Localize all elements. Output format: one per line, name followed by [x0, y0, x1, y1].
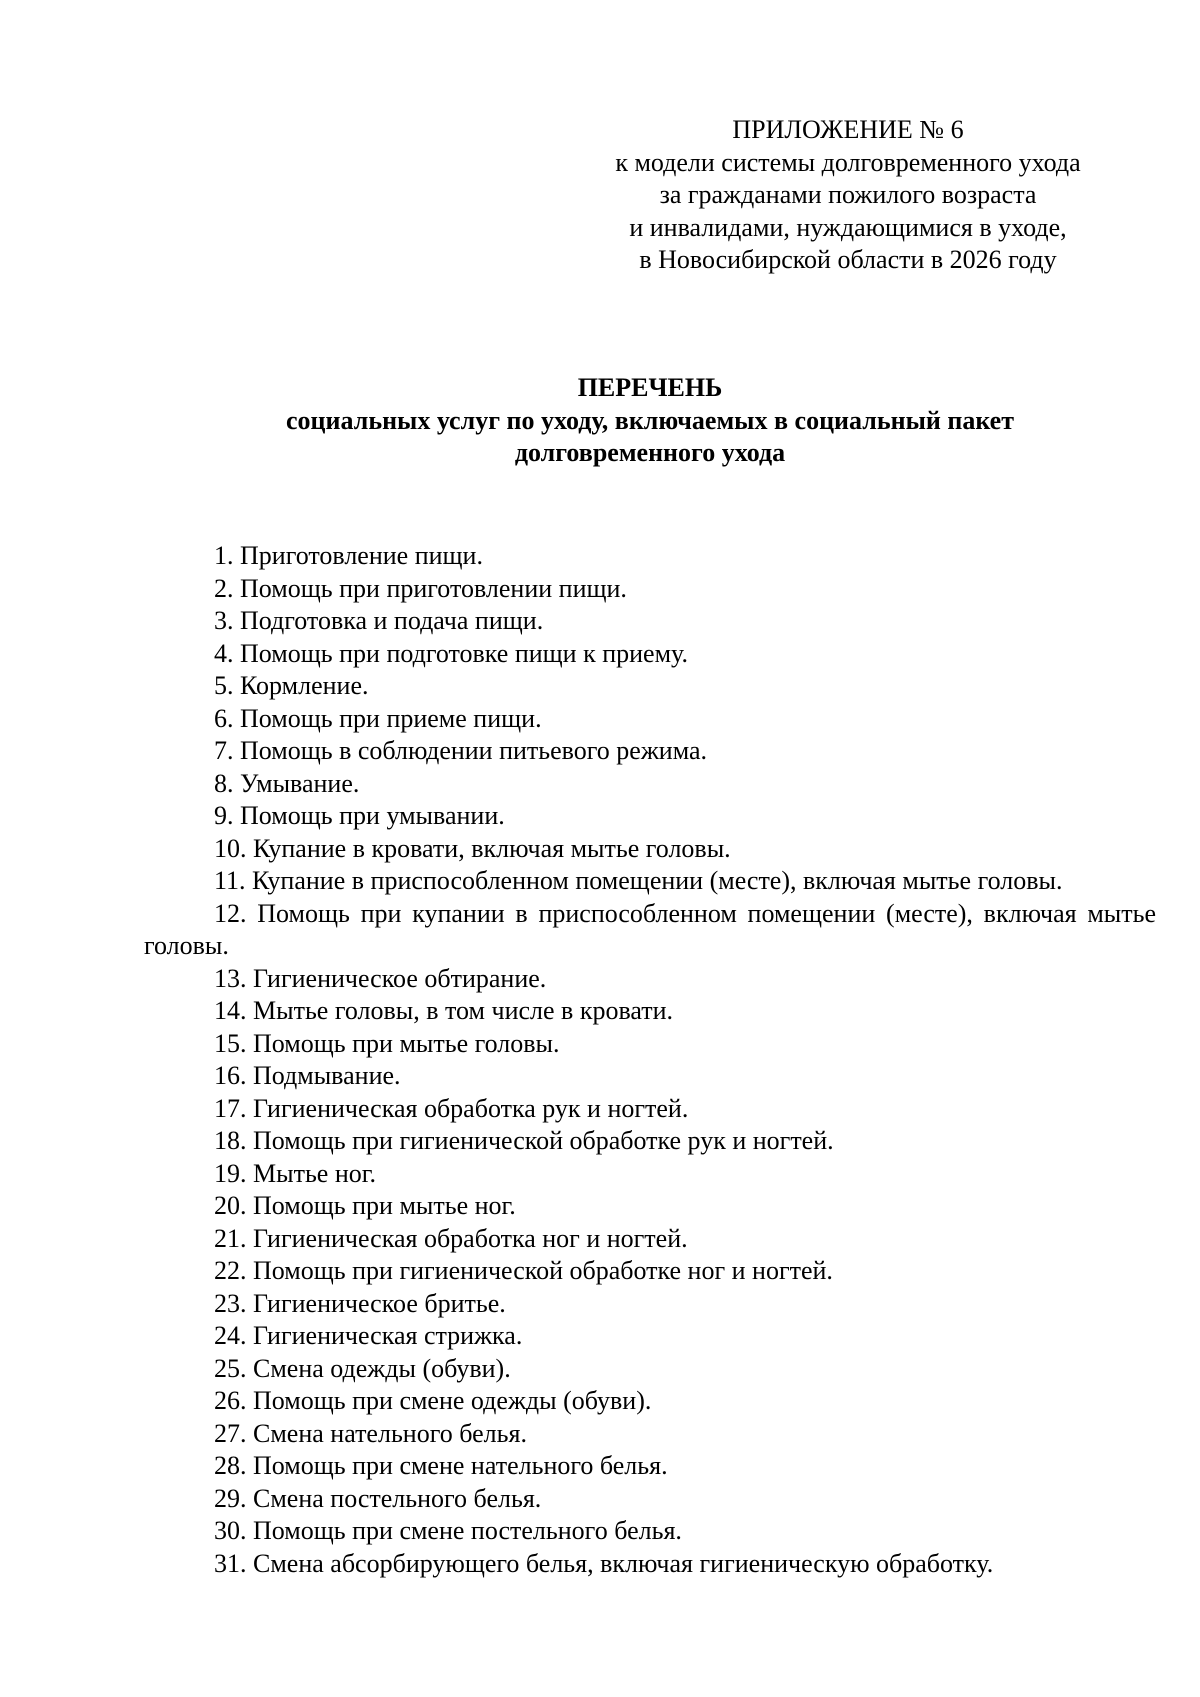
list-item: [144, 638, 1156, 671]
list-item-number: 24.: [214, 1321, 247, 1350]
list-item-number: 10.: [214, 833, 247, 863]
list-item-text: Купание в кровати, включая мытье головы.: [253, 833, 731, 863]
list-item-text: Подмывание.: [253, 1061, 401, 1090]
list-item-number: 14.: [214, 996, 247, 1025]
list-item-number: 6.: [214, 703, 234, 733]
list-item-number: 28.: [214, 1451, 247, 1480]
list-item-text: Гигиеническая обработка ног и ногтей.: [253, 1223, 688, 1253]
list-item: [144, 1418, 1156, 1451]
list-item: [144, 540, 1156, 573]
list-item-text: Помощь при мытье ног.: [253, 1191, 516, 1220]
list-item-text: Помощь при купании в приспособленном помещении (месте), включая мытье головы.: [144, 898, 1157, 960]
list-item-text: Умывание.: [240, 768, 360, 798]
list-item-text: Помощь при гигиенической обработке ног и ногтей.: [253, 1256, 833, 1285]
list-item-text: Приготовление пищи.: [240, 541, 483, 570]
list-item-number: 2.: [214, 573, 234, 603]
list-item-text: Кормление.: [240, 671, 369, 700]
list-item: [144, 1320, 1156, 1353]
list-item-number: 1.: [214, 541, 234, 570]
list-item-text: Помощь при приготовлении пищи.: [240, 573, 627, 603]
list-item-number: 29.: [214, 1483, 247, 1513]
list-item: [144, 1353, 1156, 1386]
list-item: [144, 1450, 1156, 1483]
appendix-line: и инвалидами, нуждающимися в уходе,: [629, 212, 1067, 242]
list-item: [144, 1190, 1156, 1223]
list-item: [144, 605, 1156, 638]
list-item-number: 4.: [214, 638, 234, 668]
list-item-text: Помощь при гигиенической обработке рук и ногтей.: [253, 1126, 834, 1155]
list-item: [144, 1288, 1156, 1321]
list-item-number: 15.: [214, 1028, 247, 1058]
list-item-text: Смена постельного белья.: [253, 1483, 542, 1513]
list-item: [144, 833, 1156, 866]
list-item-number: 16.: [214, 1061, 247, 1090]
list-item: [144, 1385, 1156, 1418]
list-item-number: 19.: [214, 1158, 247, 1188]
list-item: [144, 1158, 1156, 1191]
list-item-text: Подготовка и подача пищи.: [240, 606, 544, 635]
services-list: [144, 540, 1156, 1580]
list-item-text: Помощь при приеме пищи.: [240, 703, 542, 733]
list-item: [144, 703, 1156, 736]
list-item-text: Помощь в соблюдении питьевого режима.: [240, 736, 708, 765]
list-item: [144, 670, 1156, 703]
list-item-text: Мытье головы, в том числе в кровати.: [253, 996, 674, 1025]
list-item-number: 27.: [214, 1418, 247, 1448]
list-item-number: 31.: [214, 1548, 247, 1578]
appendix-line: за гражданами пожилого возраста: [659, 180, 1037, 209]
list-item-number: 17.: [214, 1093, 247, 1123]
list-item: [144, 1125, 1156, 1158]
heading-title: ПЕРЕЧЕНЬ: [577, 373, 723, 402]
list-item-text: Гигиеническая обработка рук и ногтей.: [253, 1093, 689, 1123]
list-item-text: Гигиеническая стрижка.: [253, 1321, 523, 1350]
list-item-text: Гигиеническое бритье.: [253, 1288, 506, 1318]
list-item: [144, 1223, 1156, 1256]
appendix-title: ПРИЛОЖЕНИЕ № 6: [732, 115, 964, 144]
list-item-number: 9.: [214, 801, 234, 830]
list-item-number: 18.: [214, 1126, 247, 1155]
list-item-number: 7.: [214, 736, 234, 765]
list-item-number: 3.: [214, 606, 234, 635]
appendix-block: [560, 114, 1136, 277]
list-item-number: 26.: [214, 1386, 247, 1415]
list-item-number: 11.: [214, 866, 246, 895]
heading-subtitle-line: социальных услуг по уходу, включаемых в социальный пакет: [286, 405, 1014, 435]
appendix-line: к модели системы долговременного ухода: [615, 147, 1081, 177]
list-item-text: Смена абсорбирующего белья, включая гигиеническую обработку.: [253, 1548, 994, 1578]
list-item-text: Помощь при подготовке пищи к приему.: [240, 638, 688, 668]
list-item: [144, 898, 1156, 963]
list-item-number: 23.: [214, 1288, 247, 1318]
list-item: [144, 1060, 1156, 1093]
list-item-number: 20.: [214, 1191, 247, 1220]
list-item: [144, 1483, 1156, 1516]
list-item-number: 22.: [214, 1256, 247, 1285]
list-item: [144, 768, 1156, 801]
list-item-number: 5.: [214, 671, 234, 700]
list-item: [144, 1255, 1156, 1288]
list-item-text: Купание в приспособленном помещении (месте), включая мытье головы.: [252, 866, 1063, 895]
list-item: [144, 735, 1156, 768]
list-item-text: Помощь при умывании.: [240, 801, 505, 830]
list-item: [144, 1093, 1156, 1126]
list-item-number: 12.: [214, 898, 247, 928]
list-item: [144, 1548, 1156, 1581]
document-heading: [140, 372, 1160, 470]
list-item-text: Смена одежды (обуви).: [253, 1353, 511, 1383]
list-item: [144, 995, 1156, 1028]
list-item-text: Помощь при мытье головы.: [253, 1028, 560, 1058]
list-item: [144, 573, 1156, 606]
list-item: [144, 865, 1156, 898]
list-item-text: Смена нательного белья.: [253, 1418, 527, 1448]
list-item-number: 30.: [214, 1516, 247, 1545]
list-item-number: 21.: [214, 1223, 247, 1253]
list-item: [144, 1028, 1156, 1061]
list-item: [144, 800, 1156, 833]
list-item: [144, 1515, 1156, 1548]
list-item-text: Гигиеническое обтирание.: [253, 963, 547, 993]
appendix-line: в Новосибирской области в 2026 году: [639, 245, 1057, 274]
list-item-text: Помощь при смене одежды (обуви).: [253, 1386, 652, 1415]
heading-subtitle-line: долговременного ухода: [514, 438, 786, 467]
list-item-text: Помощь при смене постельного белья.: [253, 1516, 682, 1545]
list-item-text: Помощь при смене нательного белья.: [253, 1451, 668, 1480]
list-item-number: 13.: [214, 963, 247, 993]
list-item: [144, 963, 1156, 996]
list-item-number: 25.: [214, 1353, 247, 1383]
list-item-number: 8.: [214, 768, 234, 798]
list-item-text: Мытье ног.: [253, 1158, 376, 1188]
